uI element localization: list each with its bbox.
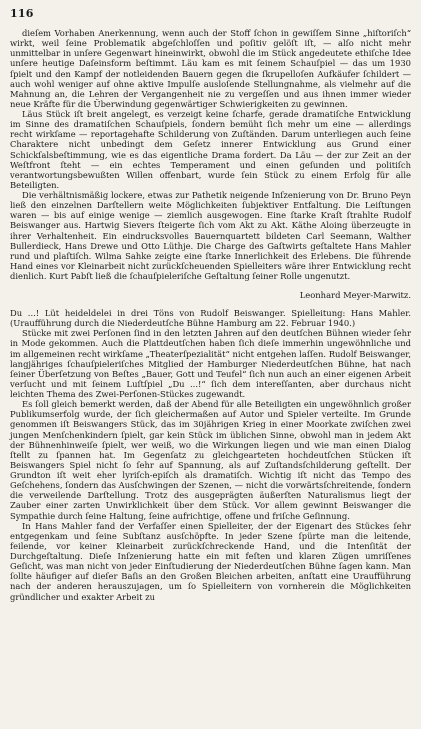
play-heading: Du ...! Lüt heideldelei in drei Töns von Rudolf Beiswanger. Spielleitung: Hans Mahler. (Uraufführung durch die Niederdeutſche Bühne Hamburg am 22. Februar 1940.) [10, 308, 411, 329]
paragraph: dieſem Vorhaben Anerkennung, wenn auch der Stoff ſchon in gewiſſem Sinne „hiſtoriſch“ wirkt, weil ſeine Problematik abgeſchloſſen und poſitiv gelöſt iſt, — alſo nicht mehr unmittelbar in unſere Gegenwart hineinwirkt, obwohl die im Stück angedeutete ethiſche Idee unſere heutige Daſeinsform beſtimmt. Läu kam es mit ſeinem Schauſpiel — das um 1930 ſpielt und den Kampf der notleidenden Bauern gegen die ſkrupelloſen Aufkäufer ſchildert — auch wohl weniger auf ohne aktive Impulſe ausloſende Stellungnahme, als vielmehr auf die Mahnung an, die Lehren der Vergangenheit nie zu vergeſſen und aus ihnen immer wieder neue Kräfte für die Überwindung gegenwärtiger Schwierigkeiten zu gewinnen. [10, 28, 411, 109]
page-number: 116 [10, 7, 34, 20]
paragraph: Die verhältnismäßig lockere, etwas zur Pathetik neigende Inſzenierung von Dr. Bruno Peyn ließ den einzelnen Darſtellern weite Möglichkeiten ſubjektiver Entfaltung. Die Leiſtungen waren — bis auf einige wenige — ziemlich ausgewogen. Eine ſtarke Kraſt ſtrahlte Rudolf Beiswanger aus. Hartwig Sievers ſteigerte ſich vom Akt zu Akt. Käthe Aloing überzeugte in ihrer Verhaltenheit. Ein eindrucksvolles Bauernquartett bildeten Carl Seemann, Walther Bullerdieck, Hans Drewe und Otto Lüthje. Die Charge des Gaſtwirts geſtaltete Hans Mahler rund und plaſtiſch. Wilma Sahke zeigte eine ſtarke Innerlichkeit des Erlebens. Die führende Hand eines vor Kleinarbeit nicht zurückſcheuenden Spielleiters wäre ihrer Entwicklung recht dienlich. Kurt Pabſt ließ die ſchauſpieleriſche Geſtaltung ſeiner Rolle ungenutzt. [10, 190, 411, 281]
reviewer-signature: Leonhard Meyer-Marwitz. [299, 289, 411, 300]
text-column [10, 28, 411, 602]
paragraph: Es ſoll gleich bemerkt werden, daß der Abend für alle Beteiligten ein ungewöhnlich großer Publikumserfolg wurde, der ſich gleichermaßen auf Autor und Spieler verteilte. Im Grunde genommen iſt Beiswangers Stück, das im 30jährigen Krieg in einer Moorkate zwiſchen zwei jungen Menſchenkindern ſpielt, gar kein Stück im üblichen Sinne, obwohl man in jedem Akt der Bühnenhinweiſe ſpielt, wer weiß, wo die Wirkungen liegen und wie man einen Dialog ſtellt zu ſpannen hat. Im Gegenſatz zu gleichgearteten hochdeutſchen Stücken iſt Beiswangers Spiel nicht ſo ſehr auf Spannung, als auf Zuſtandsſchilderung geſtellt. Der Grundton iſt weit eher lyriſch-epiſch als dramatiſch. Wichtig iſt nicht das Tempo des Geſchehens, ſondern das Ausſchwingen der Szenen, — nicht die vorwärtsſchreitende, ſondern die verweilende Darſtellung. Trotz des ausgeprägten äußerſten Naturalismus liegt der Zauber einer zarten Unwirklichkeit über dem Stück. Vor allem gewinnt Beiswanger die Sympathie durch ſeine Haltung, ſeine aufrichtige, offene und friſche Geſinnung. [10, 399, 411, 521]
paragraph: In Hans Mahler fand der Verfaſſer einen Spielleiter, der der Eigenart des Stückes ſehr entgegenkam und ſeine Subſtanz ausſchöpfte. In jeder Szene ſpürte man die leitende, feilende, vor keiner Kleinarbeit zurückſchreckende Hand, und die Intenſität der Durchgeſtaltung. Dieſe Inſzenierung hatte ein mit feſten und klaren Zügen umriſſenes Geſicht, was man nicht von jeder Einſtudierung der Niederdeutſchen Bühne ſagen kann. Man ſollte häufiger auf dieſer Baſis an den Großen Bleichen arbeiten, anſtatt eine Uraufführung nach der anderen herauszujagen, um ſo Spielleitern von vornherein die Möglichkeiten gründlicher und exakter Arbeit zu [10, 520, 411, 602]
paragraph: Stücke mit zwei Perſonen ſind in den letzten Jahren auf den deutſchen Bühnen wieder ſehr in Mode gekommen. Auch die Plattdeutſchen haben ſich dieſe immerhin ungewöhnliche und im allgemeinen recht wirkſame „Theaterſpezialität“ nicht entgehen laſſen. Rudolf Beiswanger, langjähriges ſchauſpieleriſches Mitglied der Hamburger Niederdeutſchen Bühne, hat nach ſeiner Überſetzung von Beſtes „Bauer, Gott und Teufel“ ſich nun auch an einer eigenen Arbeit verſucht und mit ſeinem Luſtſpiel „Du ...!“ ſich dem intereſſanten, aber durchaus nicht leichten Thema des Zwei-Perſonen-Stückes zugewandt. [10, 328, 411, 400]
paragraph: Läus Stück iſt breit angelegt, es verzeigt keine ſcharfe, gerade dramatiſche Entwicklung im Sinne des dramatiſchen Schauſpiels, ſondern bemüht ſich mehr um eine — allerdings recht wirkſame — reportagehafte Schilderung von Zuſtänden. Darum unterliegen auch ſeine Charaktere nicht unbedingt dem Geſetz innerer Entwicklung aus Grund einer Schickſalsbeſtimmung, wie es das eigentliche Drama fordert. Da Läu — der zur Zeit an der Weſtfront ſteht — ein echtes Temperament und einen geſunden und politiſch verantwortungsbewußten Willen offenbart, wurde ſein Stück zu einem Erfolg für alle Beteiligten. [10, 109, 411, 190]
